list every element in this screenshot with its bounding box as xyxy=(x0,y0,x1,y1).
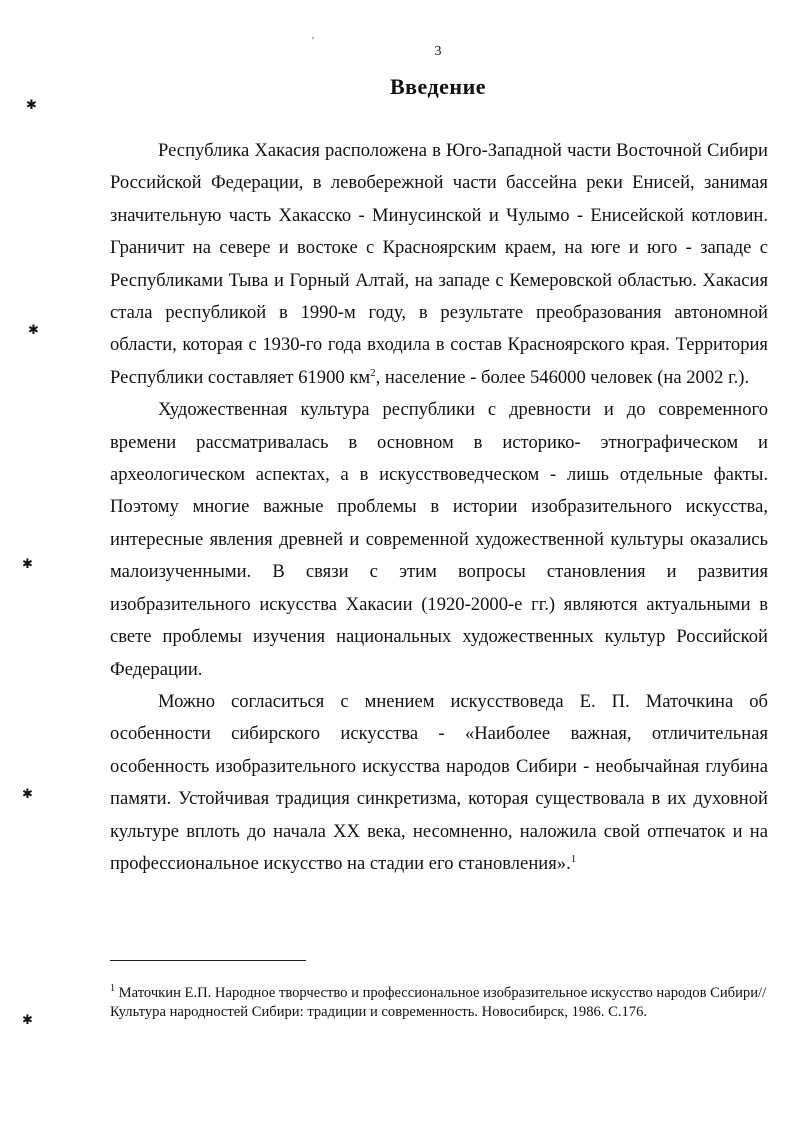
paragraph xyxy=(110,135,768,394)
paragraph-text: Республика Хакасия расположена в Юго-Западной части Восточной Сибири Российской Федерации, в левобережной части бассейна реки Енисей, занимая значительную часть Хакасско - Минусинской и Чулымо - Енисейской котловин. Граничит на севере и востоке с Красноярским краем, на юге и юго - западе с Республиками Тыва и Горный Алтай, на западе с Кемеровской областью. Хакасия стала республикой в 1990-м году, в результате преобразования автономной области, которая с 1930-го года входила в состав Красноярского края. Территория Республики составляет 61900 км xyxy=(110,140,768,388)
footnote-text: Маточкин Е.П. Народное творчество и профессиональное изобразительное искусство народов Сибири//Культура народностей Сибири: традиции и современность. Новосибирск, 1986. С.176. xyxy=(110,985,767,1020)
paragraph: Художественная культура республики с древности и до современного времени рассматривалась в основном в историко- этнографическом и археологическом аспектах, а в искусствоведческом - лишь отдельные факты. Поэтому многие важные проблемы в истории изобразительного искусства, интересные явления древней и современной художественной культуры оказались малоизученными. В связи с этим вопросы становления и развития изобразительного искусства Хакасии (1920-2000-е гг.) являются актуальными в свете проблемы изучения национальных художественных культур Российской Федерации. xyxy=(110,399,768,680)
scan-artifact: ′ xyxy=(312,36,315,47)
binding-hole-mark: ✱ xyxy=(22,557,33,572)
footnote-separator xyxy=(110,960,306,961)
footnote-reference: 1 xyxy=(570,852,577,865)
footnote-marker: 1 xyxy=(110,983,115,995)
binding-hole-mark: ✱ xyxy=(22,1013,33,1028)
binding-hole-mark: ✱ xyxy=(26,98,37,113)
paragraph-text: Можно согласиться с мнением искусствоведа Е. П. Маточкина об особенности сибирского искусства - «Наиболее важная, отличительная особенность изобразительного искусства народов Сибири - необычайная глубина памяти. Устойчивая традиция синкретизма, которая существовала в их духовной культуре вплоть до начала XX века, несомненно, наложила свой отпечаток и на профессиональное искусство на стадии его становления». xyxy=(110,690,768,874)
superscript: 2 xyxy=(370,366,376,379)
binding-hole-mark: ✱ xyxy=(28,323,39,338)
binding-hole-mark: ✱ xyxy=(22,787,33,802)
paragraph-text: , население - более 546000 человек (на 2002 г.). xyxy=(375,366,750,388)
paragraph xyxy=(110,686,768,880)
body-text xyxy=(110,135,768,880)
page-number: 3 xyxy=(434,44,442,59)
footnote xyxy=(110,984,770,1021)
page-title: Введение xyxy=(389,74,487,99)
